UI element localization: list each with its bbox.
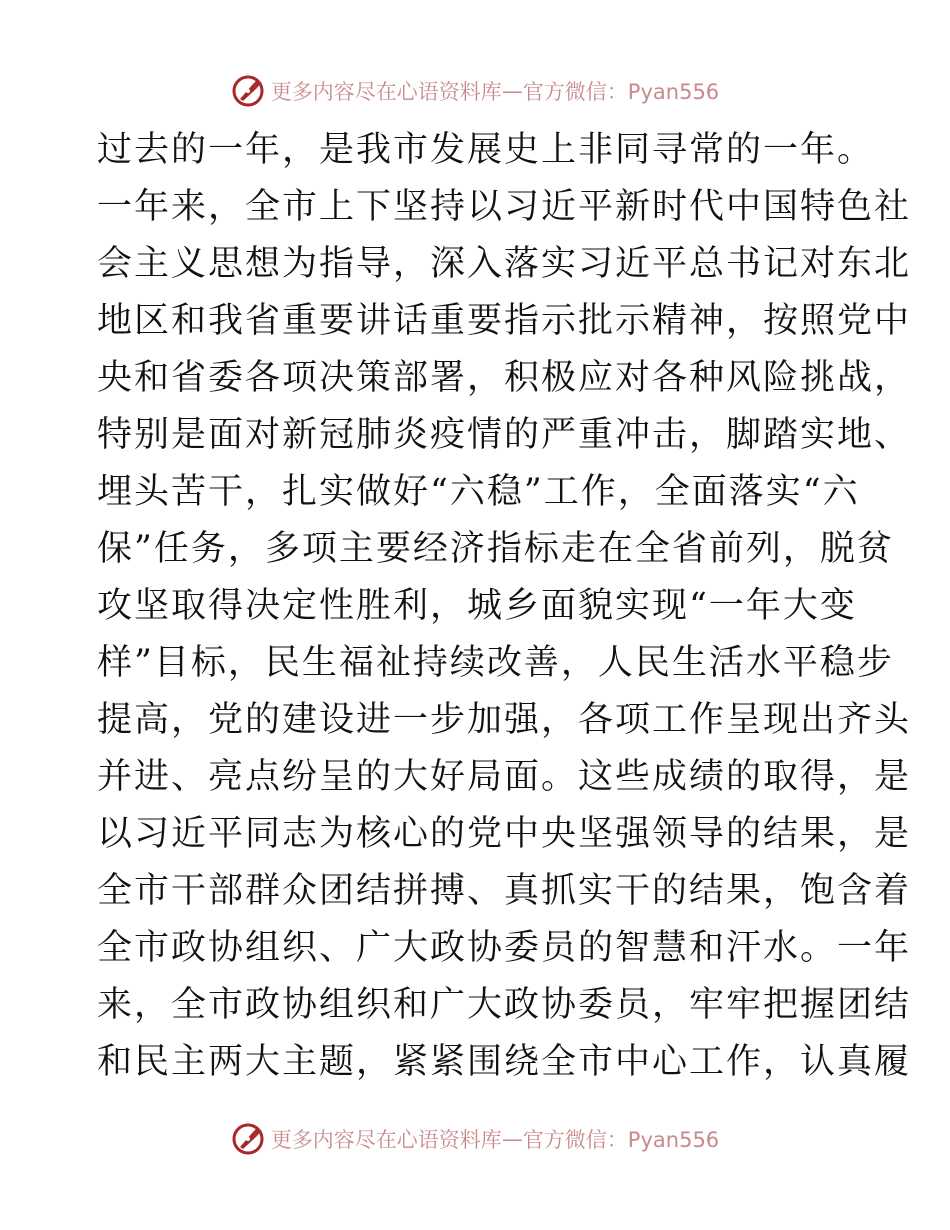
body-line: 全市干部群众团结拼搏、真抓实干的结果，饱含着 (97, 871, 912, 911)
body-line: 样”目标，民生福祉持续改善，人民生活水平稳步 (97, 643, 894, 683)
body-line: 全市政协组织、广大政协委员的智慧和汗水。一年 (97, 928, 912, 968)
body-line: 一年来，全市上下坚持以习近平新时代中国特色社 (97, 187, 912, 227)
body-line: 埋头苦干，扎实做好“六稳”工作，全面落实“六 (97, 472, 860, 512)
body-line: 央和省委各项决策部署，积极应对各种风险挑战， (97, 358, 912, 398)
banner-brand-text: 更多内容尽在心语资料库 (270, 80, 502, 104)
banner-brand-text: 更多内容尽在心语资料库 (270, 1128, 502, 1152)
body-line: 并进、亮点纷呈的大好局面。这些成绩的取得，是 (97, 757, 912, 797)
body-line: 特别是面对新冠肺炎疫情的严重冲击，脚踏实地、 (97, 415, 912, 455)
banner-separator: — (501, 79, 523, 103)
header-banner (0, 71, 950, 111)
pen-nib-circle-icon (231, 74, 265, 108)
banner-separator: — (501, 1127, 523, 1151)
body-line: 提高，党的建设进一步加强，各项工作呈现出齐头 (97, 700, 912, 740)
document-body (97, 122, 912, 1091)
footer-banner (0, 1119, 950, 1159)
body-line: 来，全市政协组织和广大政协委员，牢牢把握团结 (97, 985, 912, 1025)
body-line: 保”任务，多项主要经济指标走在全省前列，脱贫 (97, 529, 894, 569)
body-line: 会主义思想为指导，深入落实习近平总书记对东北 (97, 244, 912, 284)
banner-contact-text: 官方微信：Pyan556 (522, 80, 720, 104)
pen-nib-circle-icon (231, 1122, 265, 1156)
body-line: 攻坚取得决定性胜利，城乡面貌实现“一年大变 (97, 586, 857, 626)
banner-contact-text: 官方微信：Pyan556 (522, 1128, 720, 1152)
body-line: 和民主两大主题，紧紧围绕全市中心工作，认真履 (97, 1042, 912, 1082)
body-line: 过去的一年，是我市发展史上非同寻常的一年。 (97, 130, 875, 170)
body-line: 以习近平同志为核心的党中央坚强领导的结果，是 (97, 814, 912, 854)
body-line: 地区和我省重要讲话重要指示批示精神，按照党中 (97, 301, 912, 341)
